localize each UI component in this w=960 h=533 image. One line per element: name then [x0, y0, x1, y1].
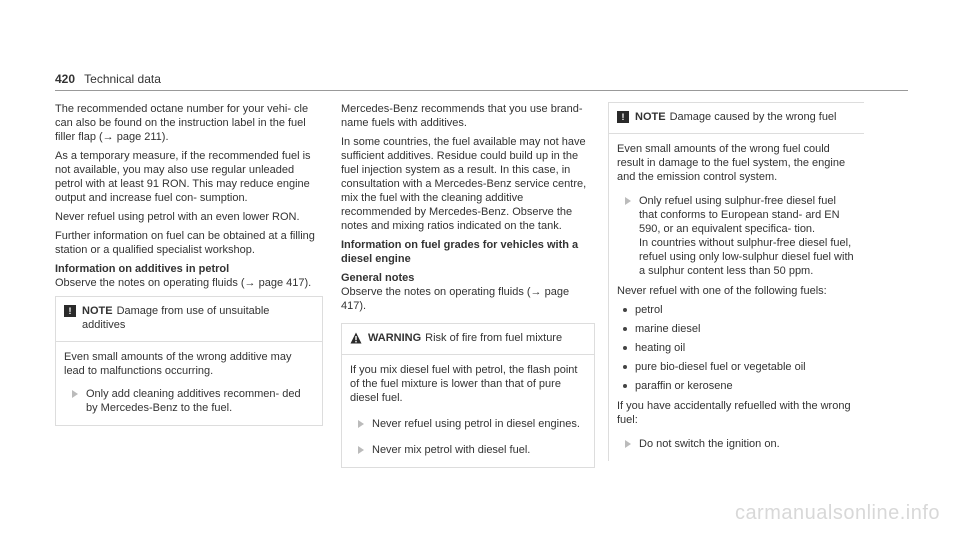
step-item [358, 417, 586, 431]
step-text: In countries without sulphur-free diesel fuel, refuel using only low-sulphur diesel fuel with a sulphur content less than 50 ppm. [639, 237, 854, 277]
list-item: heating oil [623, 341, 856, 355]
page-header [55, 72, 161, 86]
bullet-icon [623, 327, 627, 331]
never-refuel-text: Never refuel with one of the following fuels: [617, 285, 827, 297]
note-box-additives [55, 296, 323, 426]
note-body [56, 342, 322, 425]
note-text: Even small amounts of the wrong fuel could result in damage to the fuel system, the engine and the emission control system. [617, 143, 846, 183]
note-title: Damage from use of unsuitable additives [82, 305, 270, 331]
diesel-grades-heading: Information on fuel grades for vehicles with a diesel engine [341, 239, 579, 265]
accidental-refuel-text: If you have accidentally refuelled with the wrong fuel: [617, 400, 851, 426]
header-divider [55, 90, 908, 91]
column-2 [325, 102, 595, 468]
note-header [56, 297, 322, 342]
note-box-wrong-fuel [608, 102, 864, 461]
list-item: petrol [623, 303, 856, 317]
step-text: Do not switch the ignition on. [639, 438, 780, 450]
step-text: Only add cleaning additives recommen- ded by Mercedes-Benz to the fuel. [86, 388, 301, 414]
operating-fluids-paragraph: Observe the notes on operating fluids (→ page 417). [55, 277, 312, 289]
further-info-paragraph: Further information on fuel can be obtained at a filling station or a qualified specialist workshop. [55, 230, 315, 256]
list-item: paraffin or kerosene [623, 379, 856, 393]
step-text: Only refuel using sulphur-free diesel fuel that conforms to European stand- ard EN 590, or an equivalent specifica- tion. [639, 195, 840, 235]
step-item [625, 194, 856, 278]
residue-paragraph: In some countries, the fuel available may not have sufficient additives. Residue could build up in the fuel injection system as a result. In this case, in consultation with a Mercedes-Benz service centre, mix the fuel with the cleaning additive recommended by Mercedes-Benz. Observe the notes and mixing ratios indicated on the tank. [341, 136, 587, 232]
bullet-icon [623, 384, 627, 388]
column-1 [55, 102, 323, 426]
warning-label: WARNING [368, 332, 422, 344]
note-label: NOTE [635, 111, 666, 123]
step-text: Never mix petrol with diesel fuel. [372, 444, 531, 456]
operating-fluids-paragraph-2: Observe the notes on operating fluids (→ page 417). [341, 286, 570, 312]
list-item: pure bio-diesel fuel or vegetable oil [623, 360, 856, 374]
bullet-icon [623, 365, 627, 369]
bullet-icon [623, 308, 627, 312]
notice-icon: ! [617, 111, 629, 123]
arrow-right-icon [358, 420, 364, 428]
warning-title: Risk of fire from fuel mixture [425, 332, 563, 344]
step-text: Never refuel using petrol in diesel engines. [372, 418, 580, 430]
octane-paragraph: The recommended octane number for your vehi- cle can also be found on the instruction label in the fuel filler flap (→ page 211). [55, 103, 309, 143]
notice-icon: ! [64, 305, 76, 317]
note-body [609, 134, 864, 461]
warning-text: If you mix diesel fuel with petrol, the flash point of the fuel mixture is lower than that of pure diesel fuel. [350, 364, 578, 404]
note-title: Damage caused by the wrong fuel [669, 111, 837, 123]
watermark: carmanualsonline.info [734, 502, 940, 524]
step-item [72, 387, 314, 415]
brand-fuels-paragraph: Mercedes-Benz recommends that you use brand-name fuels with additives. [341, 103, 583, 129]
bullet-icon [623, 346, 627, 350]
arrow-right-icon [72, 390, 78, 398]
note-text: Even small amounts of the wrong additive may lead to malfunctions occurring. [64, 351, 292, 377]
temporary-measure-paragraph: As a temporary measure, if the recommended fuel is not available, you may also use regular unleaded petrol with at least 91 RON. This may reduce engine output and increase fuel con- sumption. [55, 150, 311, 204]
page-number: 420 [55, 72, 76, 86]
step-item [625, 437, 856, 451]
additives-heading: Information on additives in petrol [55, 263, 230, 275]
arrow-right-icon [358, 446, 364, 454]
warning-box [341, 323, 595, 468]
column-3 [608, 102, 864, 461]
note-header [609, 103, 864, 134]
step-item [358, 443, 586, 457]
warning-body [342, 355, 594, 467]
warning-triangle-icon [350, 332, 362, 344]
warning-header [342, 324, 594, 355]
list-item: marine diesel [623, 322, 856, 336]
arrow-right-icon [625, 197, 631, 205]
general-notes-heading: General notes [341, 272, 415, 284]
section-title: Technical data [84, 72, 161, 86]
note-label: NOTE [82, 305, 113, 317]
arrow-right-icon [625, 440, 631, 448]
lower-ron-paragraph: Never refuel using petrol with an even lower RON. [55, 211, 300, 223]
